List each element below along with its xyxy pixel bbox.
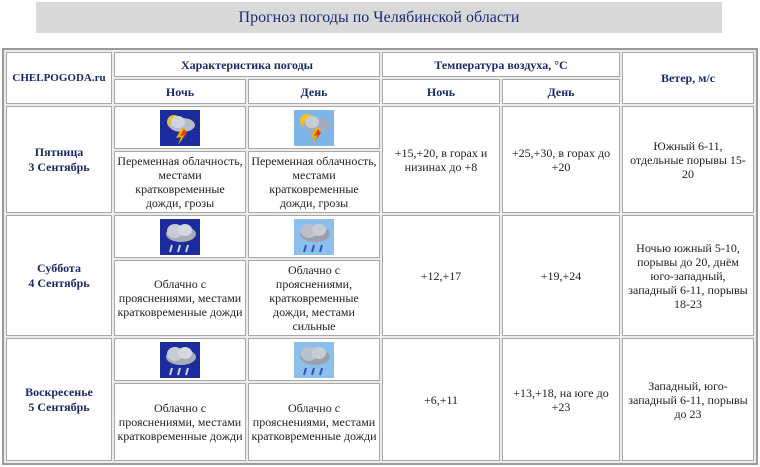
weather-desc-night: Облачно с прояснениями, местами кратковременные дожди bbox=[114, 260, 246, 336]
weather-desc-day: Облачно с прояснениями, местами кратковременные дожди bbox=[248, 383, 380, 461]
thunderstorm-day-icon bbox=[294, 110, 334, 146]
day-date: 5 Сентябрь bbox=[28, 399, 90, 414]
temp-night: +15,+20, в горах и низинах до +8 bbox=[382, 106, 500, 213]
day-cell-saturday bbox=[6, 215, 112, 336]
weather-desc-day: Переменная облачность, местами кратковременные дожди, грозы bbox=[248, 151, 380, 213]
weather-desc-night: Облачно с прояснениями, местами кратковременные дожди bbox=[114, 383, 246, 461]
weather-icon-cell bbox=[248, 106, 380, 149]
temp-day: +19,+24 bbox=[502, 215, 620, 336]
day-name: Воскресенье bbox=[25, 384, 93, 399]
site-logo-label[interactable]: CHELPOGODA.ru bbox=[6, 52, 112, 104]
thunderstorm-night-icon bbox=[160, 110, 200, 146]
forecast-table bbox=[2, 48, 758, 465]
temp-day: +13,+18, на юге до +23 bbox=[502, 338, 620, 461]
header-temp-night: Ночь bbox=[382, 79, 500, 104]
weather-desc-night: Переменная облачность, местами кратковременные дожди, грозы bbox=[114, 151, 246, 213]
weather-desc-day: Облачно с прояснениями, кратковременные дожди, местами сильные bbox=[248, 260, 380, 336]
header-weather-night: Ночь bbox=[114, 79, 246, 104]
wind-cell: Южный 6-11, отдельные порывы 15-20 bbox=[622, 106, 754, 213]
weather-icon-cell bbox=[114, 106, 246, 149]
day-date: 4 Сентябрь bbox=[28, 275, 90, 290]
header-temperature: Температура воздуха, °C bbox=[382, 52, 620, 77]
header-wind: Ветер, м/с bbox=[622, 52, 754, 104]
cloudy-rain-night-icon bbox=[160, 219, 200, 255]
header-temp-day: День bbox=[502, 79, 620, 104]
weather-icon-cell bbox=[114, 215, 246, 258]
day-name: Пятница bbox=[34, 144, 84, 159]
header-weather: Характеристика погоды bbox=[114, 52, 380, 77]
cloudy-rain-day-icon bbox=[294, 219, 334, 255]
wind-cell: Западный, юго-западный 6-11, порывы до 23 bbox=[622, 338, 754, 461]
day-date: 3 Сентябрь bbox=[28, 159, 90, 174]
temp-night: +12,+17 bbox=[382, 215, 500, 336]
wind-cell: Ночью южный 5-10, порывы до 20, днём юго-западный, западный 6-11, порывы 18-23 bbox=[622, 215, 754, 336]
weather-icon-cell bbox=[114, 338, 246, 381]
day-cell-friday bbox=[6, 106, 112, 213]
temp-day: +25,+30, в горах до +20 bbox=[502, 106, 620, 213]
header-weather-day: День bbox=[248, 79, 380, 104]
page-title: Прогноз погоды по Челябинской области bbox=[36, 2, 722, 33]
temp-night: +6,+11 bbox=[382, 338, 500, 461]
weather-icon-cell bbox=[248, 338, 380, 381]
cloudy-rain-day-icon bbox=[294, 342, 334, 378]
weather-icon-cell bbox=[248, 215, 380, 258]
day-name: Суббота bbox=[37, 260, 81, 275]
cloudy-rain-night-icon bbox=[160, 342, 200, 378]
day-cell-sunday bbox=[6, 338, 112, 461]
